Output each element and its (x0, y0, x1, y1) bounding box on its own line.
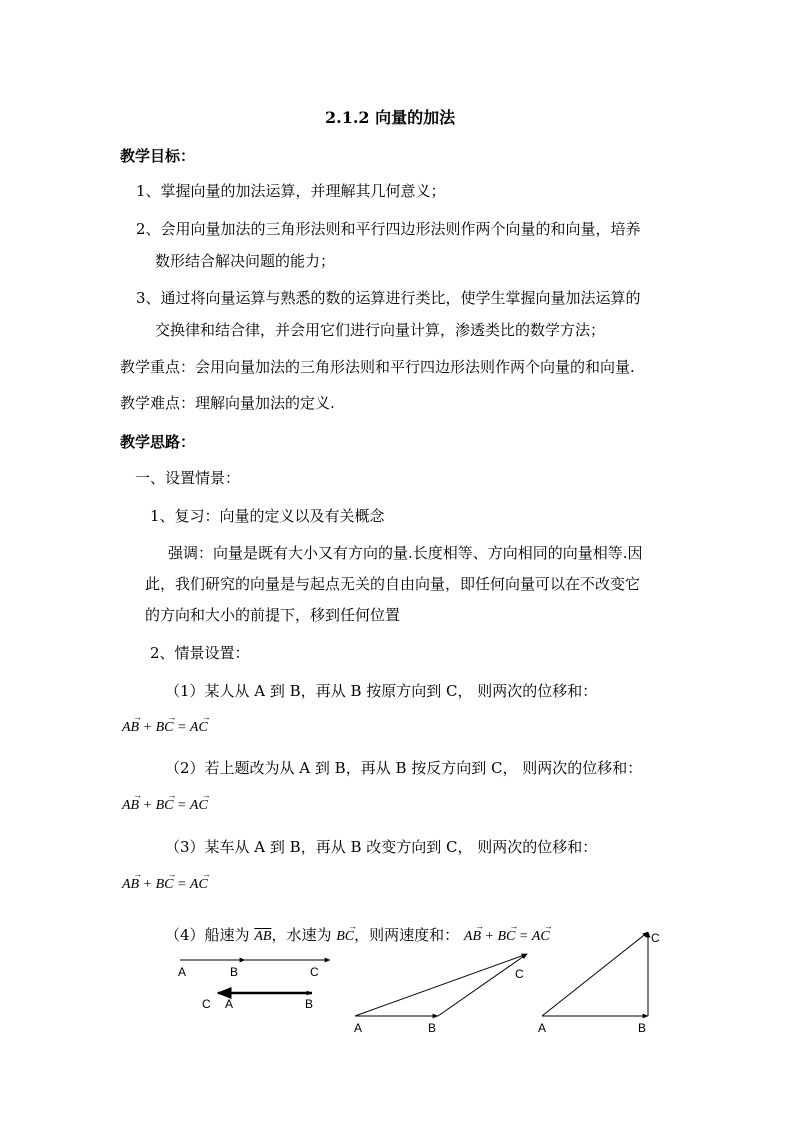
case-3: （3）某车从 A 到 B，再从 B 改变方向到 C， 则两次的位移和： (165, 838, 598, 856)
vector-ac: AC → (190, 875, 208, 895)
point-a-label: A (225, 997, 234, 1011)
equals-sign: = (518, 929, 529, 944)
vector-ac: AC → (190, 796, 208, 816)
collinear-same-direction-figure (178, 960, 330, 979)
point-a-label: A (354, 1021, 363, 1035)
plus-sign: + (484, 929, 494, 944)
vector-ab: AB → (122, 875, 139, 895)
point-c-label: C (515, 967, 524, 981)
point-b-label: B (428, 1021, 437, 1035)
vector-ab: AB → (122, 718, 139, 738)
objective-2-line1: 2、会用向量加法的三角形法则和平行四边形法则作两个向量的和向量，培养 (136, 220, 641, 238)
approach-heading: 教学思路： (120, 433, 196, 451)
case-1: （1）某人从 A 到 B，再从 B 按原方向到 C， 则两次的位移和： (165, 682, 598, 700)
vector-ac: AC → (532, 927, 550, 947)
plus-sign: + (142, 798, 153, 813)
objectives-heading: 教学目标： (120, 147, 196, 165)
vector-bc: BC → (156, 875, 174, 895)
collinear-opposite-direction-figure (202, 988, 313, 1011)
vector-ab-overline: $\overline{AB}$ (254, 929, 272, 944)
vector-bc: BC → (156, 718, 174, 738)
scenario-heading: 2、情景设置： (150, 644, 250, 662)
objective-3-line1: 3、通过将向量运算与熟悉的数的运算进行类比，使学生掌握向量加法运算的 (136, 289, 641, 307)
page-title: 2.1.2 向量的加法 (325, 108, 456, 127)
vector-ab: AB → (122, 796, 139, 816)
section-1-heading: 一、设置情景： (135, 469, 241, 487)
equals-sign: = (176, 798, 187, 813)
point-c-label: C (310, 965, 319, 979)
triangle-figure-1 (354, 954, 527, 1035)
point-c-label: C (651, 931, 660, 945)
emphasis-line3: 的方向和大小的前提下，移到任何位置 (145, 606, 401, 624)
emphasis-line1: 强调：向量是既有大小又有方向的量.长度相等、方向相同的向量相等.因 (168, 544, 643, 562)
vector-ab: AB → (464, 927, 481, 947)
difficult-point: 教学难点：理解向量加法的定义. (120, 394, 335, 412)
point-a-label: A (178, 965, 187, 979)
case-4-text-b: ，水速为 (271, 926, 332, 944)
vector-ac: AC → (190, 718, 208, 738)
objective-3-line2: 交换律和结合律，并会用它们进行向量计算，渗透类比的数学方法； (155, 321, 606, 339)
triangle-figure-2 (538, 931, 660, 1035)
plus-sign: + (142, 720, 153, 735)
equals-sign: = (176, 720, 187, 735)
review-line: 1、复习：向量的定义以及有关概念 (150, 507, 385, 525)
case-4-text-c: ，则两速度和： (354, 926, 460, 944)
case-4-text-a: （4）船速为 (165, 926, 250, 944)
point-a-label: A (538, 1021, 547, 1035)
segment-ac (355, 954, 527, 1016)
objective-2-line2: 数形结合解决问题的能力； (155, 252, 336, 270)
plus-sign: + (142, 877, 153, 892)
segment-bc (438, 954, 527, 1016)
vector-bc: BC → (497, 927, 515, 947)
equals-sign: = (176, 877, 187, 892)
point-b-label: B (638, 1021, 647, 1035)
point-c-label: C (202, 997, 211, 1011)
point-b-label: B (230, 965, 239, 979)
segment-ac (542, 932, 648, 1016)
objective-1: 1、掌握向量的加法运算，并理解其几何意义； (136, 182, 446, 200)
emphasis-line2: 此，我们研究的向量是与起点无关的自由向量，即任何向量可以在不改变它 (145, 575, 641, 593)
key-point: 教学重点：会用向量加法的三角形法则和平行四边形法则作两个向量的和向量. (120, 358, 635, 376)
vector-bc: BC → (156, 796, 174, 816)
case-2: （2）若上题改为从 A 到 B，再从 B 按反方向到 C， 则两次的位移和： (165, 759, 643, 777)
vector-bc: BC → (336, 927, 354, 947)
point-b-label: B (305, 997, 314, 1011)
